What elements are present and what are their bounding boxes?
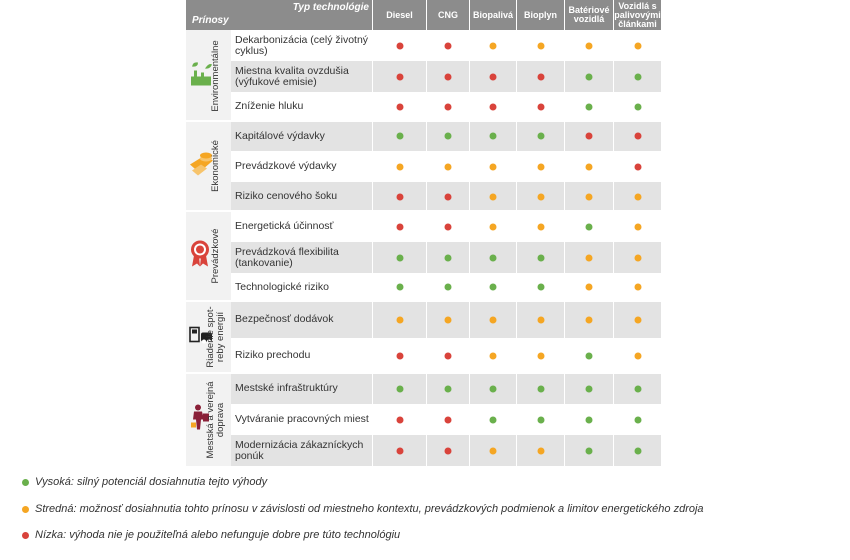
- rating-cell: [372, 61, 426, 92]
- rating-high-dot: [586, 73, 593, 80]
- legend-item-low: [22, 529, 400, 541]
- group-label: Mestská a verejná doprava: [205, 380, 226, 459]
- legend-dot: [22, 532, 29, 539]
- rating-cell: [613, 92, 661, 121]
- rating-high-dot: [634, 103, 641, 110]
- rating-cell: [564, 242, 613, 273]
- rating-low-dot: [634, 163, 641, 170]
- rating-high-dot: [396, 284, 403, 291]
- rating-cell: [426, 182, 469, 211]
- rating-cell: [516, 61, 564, 92]
- rating-high-dot: [634, 416, 641, 423]
- legend-dot: [22, 506, 29, 513]
- benefit-label: Modernizácia zákazníckych ponúk: [235, 438, 364, 462]
- table-row: [231, 121, 661, 151]
- rating-cell: [613, 242, 661, 273]
- rating-cell: [372, 404, 426, 435]
- rating-medium-dot: [490, 163, 497, 170]
- group-cell: [186, 121, 231, 211]
- rating-medium-dot: [490, 316, 497, 323]
- group-label: Ekonomické: [210, 140, 221, 192]
- legend-text: Vysoká: silný potenciál dosiahnutia tejto výhody: [35, 476, 268, 488]
- benefit-label: Vytváranie pracovných miest: [235, 413, 369, 425]
- rating-medium-dot: [537, 193, 544, 200]
- table-row: [231, 211, 661, 242]
- rating-cell: [613, 338, 661, 373]
- rating-cell: [516, 301, 564, 338]
- rating-cell: [564, 61, 613, 92]
- rating-medium-dot: [634, 193, 641, 200]
- rating-cell: [372, 211, 426, 242]
- rating-cell: [564, 92, 613, 121]
- rating-cell: [372, 182, 426, 211]
- benefit-label: Dekarbonizácia (celý životný cyklus): [235, 33, 369, 57]
- rating-cell: [426, 211, 469, 242]
- rating-high-dot: [445, 284, 452, 291]
- rating-high-dot: [634, 447, 641, 454]
- group-cell: [186, 211, 231, 301]
- rating-medium-dot: [586, 163, 593, 170]
- group-label: Environmentálne: [210, 39, 221, 112]
- rating-low-dot: [586, 133, 593, 140]
- group-separator: [186, 300, 661, 302]
- rating-high-dot: [586, 385, 593, 392]
- rating-medium-dot: [634, 254, 641, 261]
- rating-low-dot: [445, 103, 452, 110]
- rating-cell: [516, 242, 564, 273]
- rating-cell: [564, 211, 613, 242]
- table-row: [231, 61, 661, 92]
- table-row: [231, 338, 661, 373]
- rating-low-dot: [396, 352, 403, 359]
- rating-cell: [564, 435, 613, 466]
- rating-cell: [613, 61, 661, 92]
- rating-high-dot: [537, 416, 544, 423]
- rating-cell: [516, 273, 564, 301]
- rating-cell: [469, 30, 516, 61]
- rating-cell: [564, 373, 613, 404]
- rating-cell: [426, 151, 469, 182]
- rating-low-dot: [445, 352, 452, 359]
- rating-medium-dot: [537, 223, 544, 230]
- rating-cell: [564, 273, 613, 301]
- rating-high-dot: [396, 385, 403, 392]
- table-row: [231, 92, 661, 121]
- rating-high-dot: [537, 284, 544, 291]
- rating-medium-dot: [490, 352, 497, 359]
- rating-cell: [516, 373, 564, 404]
- benefit-label: Riziko prechodu: [235, 349, 311, 361]
- rating-high-dot: [634, 73, 641, 80]
- rating-cell: [372, 338, 426, 373]
- rating-high-dot: [490, 385, 497, 392]
- rating-low-dot: [396, 193, 403, 200]
- rating-high-dot: [586, 103, 593, 110]
- group-label: Riadenie spot- reby energií: [205, 306, 226, 368]
- rating-cell: [469, 182, 516, 211]
- rating-low-dot: [445, 73, 452, 80]
- rating-medium-dot: [537, 316, 544, 323]
- rating-medium-dot: [537, 42, 544, 49]
- rating-cell: [564, 404, 613, 435]
- rating-low-dot: [634, 133, 641, 140]
- rating-medium-dot: [445, 163, 452, 170]
- rating-cell: [469, 373, 516, 404]
- rating-high-dot: [634, 385, 641, 392]
- rating-high-dot: [490, 133, 497, 140]
- rating-high-dot: [537, 254, 544, 261]
- rating-cell: [516, 121, 564, 151]
- rating-cell: [516, 30, 564, 61]
- rating-high-dot: [445, 133, 452, 140]
- benefit-label: Riziko cenového šoku: [235, 190, 338, 202]
- rating-cell: [564, 301, 613, 338]
- rating-medium-dot: [490, 42, 497, 49]
- benefit-label: Technologické riziko: [235, 280, 329, 293]
- column-header: Bioplyn: [516, 0, 564, 30]
- rating-cell: [516, 92, 564, 121]
- rating-cell: [426, 61, 469, 92]
- group-separator: [186, 120, 661, 122]
- rating-medium-dot: [586, 42, 593, 49]
- rating-cell: [469, 338, 516, 373]
- rating-cell: [613, 273, 661, 301]
- rating-cell: [426, 435, 469, 466]
- legend-text: Nízka: výhoda nie je použiteľná alebo nefunguje dobre pre túto technológiu: [35, 529, 401, 541]
- rating-cell: [516, 435, 564, 466]
- rating-cell: [613, 373, 661, 404]
- benefit-label: Prevádzková flexibilita (tankovanie): [235, 245, 339, 269]
- table-row: [231, 273, 661, 301]
- rating-cell: [564, 121, 613, 151]
- rating-high-dot: [586, 447, 593, 454]
- rating-cell: [469, 435, 516, 466]
- table-row: [231, 151, 661, 182]
- rating-cell: [372, 121, 426, 151]
- rating-high-dot: [445, 254, 452, 261]
- table-row: [231, 182, 661, 211]
- rating-low-dot: [396, 103, 403, 110]
- rating-cell: [613, 182, 661, 211]
- benefit-label: Bezpečnosť dodávok: [235, 313, 334, 325]
- rating-low-dot: [445, 416, 452, 423]
- rating-cell: [613, 404, 661, 435]
- rating-cell: [426, 301, 469, 338]
- rating-high-dot: [586, 416, 593, 423]
- rating-cell: [372, 435, 426, 466]
- rating-cell: [426, 121, 469, 151]
- table-row: [231, 435, 661, 466]
- rating-cell: [426, 338, 469, 373]
- table-row: [231, 30, 661, 61]
- group-cell: [186, 301, 231, 373]
- rating-low-dot: [445, 193, 452, 200]
- rating-cell: [372, 151, 426, 182]
- rating-low-dot: [537, 103, 544, 110]
- benefit-label: Miestna kvalita ovzdušia (výfukové emisie): [235, 64, 349, 88]
- rating-cell: [469, 92, 516, 121]
- rating-cell: [469, 273, 516, 301]
- rating-cell: [469, 404, 516, 435]
- group-label: Prevádzkové: [210, 228, 221, 284]
- rating-low-dot: [445, 223, 452, 230]
- rating-medium-dot: [586, 254, 593, 261]
- table-row: [231, 404, 661, 435]
- rating-cell: [426, 373, 469, 404]
- benefit-label: Mestské infraštruktúry: [235, 382, 338, 394]
- rating-cell: [613, 435, 661, 466]
- rating-cell: [372, 373, 426, 404]
- rating-cell: [426, 273, 469, 301]
- column-header: Batériové vozidlá: [564, 0, 613, 30]
- rating-medium-dot: [396, 316, 403, 323]
- column-header: CNG: [426, 0, 469, 30]
- benefit-label: Prevádzkové výdavky: [235, 160, 337, 172]
- rating-high-dot: [537, 385, 544, 392]
- rating-cell: [564, 338, 613, 373]
- legend-text: Stredná: možnosť dosiahnutia tohto prínosu v závislosti od miestneho kontextu, prevádzkových podmienok a limitov energetického zdroja: [35, 503, 704, 515]
- table-row: [231, 301, 661, 338]
- group-separator: [186, 210, 661, 212]
- rating-low-dot: [490, 73, 497, 80]
- rating-cell: [516, 404, 564, 435]
- rating-high-dot: [586, 352, 593, 359]
- rating-cell: [613, 211, 661, 242]
- rating-medium-dot: [586, 284, 593, 291]
- rating-cell: [372, 30, 426, 61]
- rating-medium-dot: [586, 316, 593, 323]
- rating-high-dot: [490, 416, 497, 423]
- rating-low-dot: [396, 42, 403, 49]
- rating-low-dot: [490, 103, 497, 110]
- rating-cell: [516, 151, 564, 182]
- rating-cell: [469, 211, 516, 242]
- rating-cell: [426, 242, 469, 273]
- rating-medium-dot: [490, 223, 497, 230]
- rating-cell: [469, 242, 516, 273]
- rating-low-dot: [396, 447, 403, 454]
- rating-low-dot: [537, 73, 544, 80]
- column-header: Biopalivá: [469, 0, 516, 30]
- rating-medium-dot: [634, 352, 641, 359]
- rating-cell: [469, 151, 516, 182]
- rating-medium-dot: [537, 352, 544, 359]
- rating-high-dot: [490, 284, 497, 291]
- group-cell: [186, 373, 231, 466]
- rating-low-dot: [396, 73, 403, 80]
- rating-cell: [516, 338, 564, 373]
- table-header: [186, 0, 661, 30]
- rating-medium-dot: [586, 193, 593, 200]
- rating-medium-dot: [490, 447, 497, 454]
- benefit-label: Kapitálové výdavky: [235, 129, 325, 142]
- rating-high-dot: [396, 254, 403, 261]
- column-header: Vozidlá s palivovými článkami: [614, 0, 661, 29]
- benefit-label: Energetická účinnosť: [235, 220, 334, 232]
- rating-low-dot: [396, 416, 403, 423]
- rating-medium-dot: [490, 193, 497, 200]
- group-cell: [186, 30, 231, 121]
- group-separator: [186, 372, 661, 374]
- rating-low-dot: [396, 223, 403, 230]
- table-row: [231, 242, 661, 273]
- rating-cell: [564, 151, 613, 182]
- rating-cell: [469, 301, 516, 338]
- rating-cell: [613, 30, 661, 61]
- rating-cell: [469, 121, 516, 151]
- rating-cell: [372, 301, 426, 338]
- column-header: Diesel: [372, 0, 426, 30]
- rating-cell: [613, 151, 661, 182]
- rating-cell: [426, 30, 469, 61]
- benefit-label: Zníženie hluku: [235, 100, 304, 112]
- rating-medium-dot: [634, 223, 641, 230]
- badge-icon: [189, 240, 211, 273]
- rating-cell: [372, 242, 426, 273]
- table-row: [231, 373, 661, 404]
- legend-item-high: [22, 476, 267, 488]
- rating-high-dot: [537, 133, 544, 140]
- legend-item-medium: [22, 503, 704, 515]
- rating-cell: [613, 301, 661, 338]
- rating-cell: [564, 30, 613, 61]
- rating-cell: [372, 273, 426, 301]
- tech-type-label: Typ technológie: [292, 2, 369, 13]
- rating-cell: [613, 121, 661, 151]
- rating-low-dot: [445, 447, 452, 454]
- rating-medium-dot: [634, 284, 641, 291]
- rating-medium-dot: [537, 447, 544, 454]
- rating-cell: [372, 92, 426, 121]
- rating-high-dot: [445, 385, 452, 392]
- rating-cell: [469, 61, 516, 92]
- legend-dot: [22, 479, 29, 486]
- benefits-label: Prínosy: [192, 15, 229, 26]
- rating-cell: [426, 92, 469, 121]
- rating-medium-dot: [537, 163, 544, 170]
- rating-cell: [426, 404, 469, 435]
- rating-cell: [516, 211, 564, 242]
- rating-cell: [564, 182, 613, 211]
- rating-medium-dot: [445, 316, 452, 323]
- rating-high-dot: [396, 133, 403, 140]
- rating-medium-dot: [634, 316, 641, 323]
- rating-medium-dot: [634, 42, 641, 49]
- rating-cell: [516, 182, 564, 211]
- rating-high-dot: [490, 254, 497, 261]
- rating-medium-dot: [396, 163, 403, 170]
- rating-low-dot: [445, 42, 452, 49]
- rating-high-dot: [586, 223, 593, 230]
